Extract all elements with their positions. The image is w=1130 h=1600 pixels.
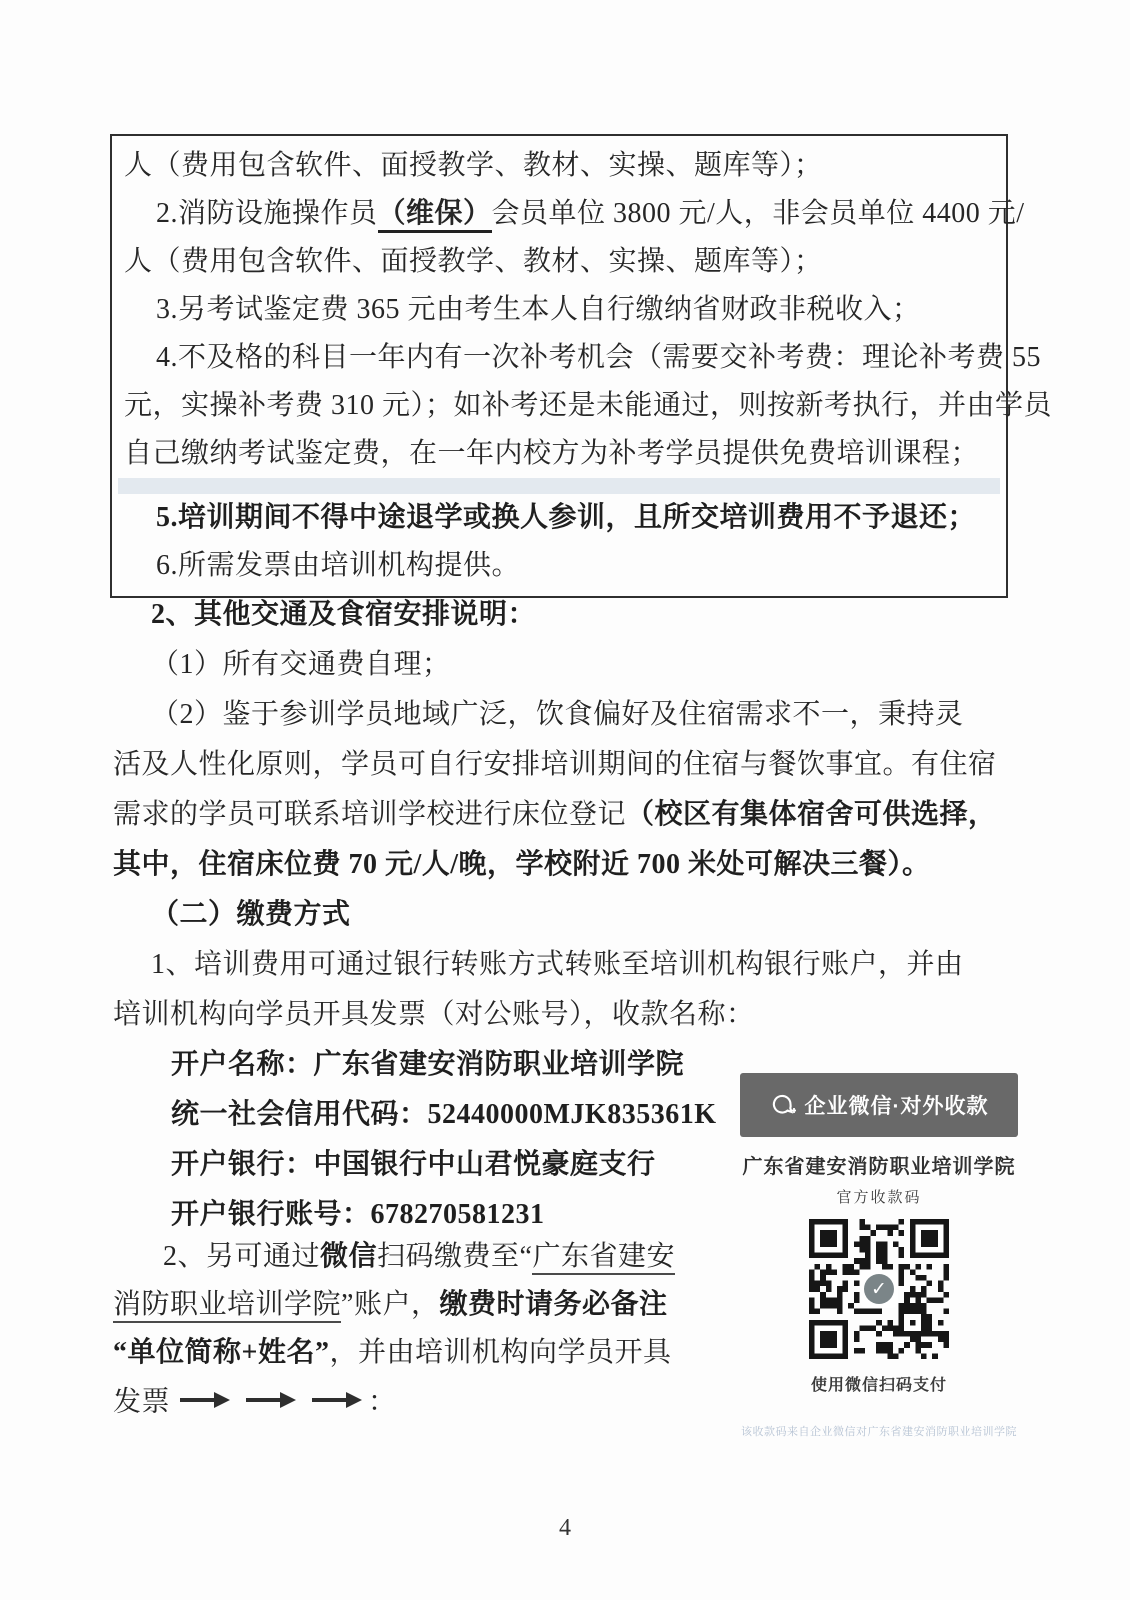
highlight-band	[118, 478, 1000, 494]
fee-line-8-no-refund: 5.培训期间不得中途退学或换人参训，且所交培训费用不予退还；	[156, 502, 977, 533]
transport-item-2-line-3	[113, 790, 1013, 840]
account-name-line: 开户名称：广东省建安消防职业培训学院	[171, 1049, 685, 1080]
trailing-colon: ：	[368, 1386, 397, 1418]
wechat-line-1-mid: 扫码缴费至“	[377, 1241, 533, 1272]
transport-section-title: 2、其他交通及食宿安排说明：	[151, 599, 537, 630]
wechat-line-3	[113, 1329, 733, 1377]
dorm-note-bold: （校区有集体宿舍可供选择，	[626, 799, 997, 830]
fee-line-2-post: 会员单位 3800 元/人，非会员单位 4400 元/	[491, 198, 1025, 229]
qr-payment-panel	[740, 1073, 1018, 1439]
credit-code-line: 统一社会信用代码：52440000MJK835361K	[171, 1099, 717, 1130]
qr-caption: 使用微信扫码支付	[810, 1377, 947, 1394]
fee-notice-box	[110, 134, 1053, 598]
payment-section-title: （二）缴费方式	[151, 899, 351, 930]
right-arrow-icon	[310, 1377, 362, 1425]
fee-line-2	[124, 190, 1025, 238]
wecom-logo-icon	[770, 1092, 796, 1118]
wechat-line-1-pre: 2、另可通过	[163, 1241, 321, 1272]
wecom-banner	[740, 1073, 1018, 1137]
fee-line-2-pre: 2.消防设施操作员	[156, 198, 378, 229]
transport-item-2-line-3-normal: 需求的学员可联系培训学校进行床位登记	[113, 799, 627, 830]
qr-code	[809, 1219, 949, 1359]
wechat-bold: 微信	[320, 1241, 378, 1272]
payment-item-1-line-1: 1、培训费用可通过银行转账方式转账至培训机构银行账户，并由	[151, 949, 964, 980]
qr-org-name: 广东省建安消防职业培训学院	[742, 1156, 1016, 1178]
org-name-underlined-2: 消防职业培训学院	[113, 1289, 341, 1323]
wechat-paragraph	[113, 1233, 733, 1425]
wechat-line-3-post: ，并由培训机构向学员开具	[329, 1337, 672, 1368]
bank-account-line: 开户银行账号：678270581231	[171, 1199, 545, 1230]
remark-notice-bold-2: “单位简称+姓名”	[113, 1337, 330, 1368]
weibao-emphasis: （维保）	[378, 198, 492, 233]
wechat-pay-icon: ✓	[860, 1270, 898, 1308]
fee-line-9-invoice: 6.所需发票由培训机构提供。	[156, 550, 521, 581]
transport-item-1: （1）所有交通费自理；	[151, 649, 451, 680]
fee-line-4: 3.另考试鉴定费 365 元由考生本人自行缴纳省财政非税收入；	[156, 294, 921, 325]
wechat-line-2	[113, 1281, 733, 1329]
payment-item-1-line-2: 培训机构向学员开具发票（对公账号），收款名称：	[113, 999, 755, 1030]
fee-line-6: 元，实操补考费 310 元）；如补考还是未能通过，则按新考执行，并由学员	[124, 390, 1053, 421]
org-name-underlined-1: 广东省建安	[532, 1241, 675, 1275]
fee-line-1: 人（费用包含软件、面授教学、教材、实操、题库等）；	[124, 150, 823, 181]
page-number: 4	[559, 1515, 571, 1541]
wechat-line-2-mid: ”账户，	[341, 1289, 440, 1320]
invoice-word: 发票	[113, 1386, 171, 1418]
qr-footnote: 该收款码来自企业微信对广东省建安消防职业培训学院	[741, 1426, 1017, 1438]
bank-branch-line: 开户银行：中国银行中山君悦豪庭支行	[171, 1149, 656, 1180]
right-arrow-icon	[244, 1377, 296, 1425]
fee-line-3: 人（费用包含软件、面授教学、教材、实操、题库等）；	[124, 246, 823, 277]
wecom-banner-label: 企业微信·对外收款	[804, 1095, 989, 1118]
transport-item-2-line-1: （2）鉴于参训学员地域广泛，饮食偏好及住宿需求不一，秉持灵	[151, 699, 964, 730]
wechat-line-1	[113, 1233, 733, 1281]
fee-line-7: 自己缴纳考试鉴定费，在一年内校方为补考学员提供免费培训课程；	[124, 438, 980, 469]
transport-item-2-line-2: 活及人性化原则，学员可自行安排培训期间的住宿与餐饮事宜。有住宿	[113, 749, 997, 780]
wechat-line-4	[113, 1377, 733, 1425]
remark-notice-bold-1: 缴费时请务必备注	[439, 1289, 668, 1320]
right-arrow-icon	[178, 1377, 230, 1425]
fee-line-5: 4.不及格的科目一年内有一次补考机会（需要交补考费：理论补考费 55	[156, 342, 1042, 373]
qr-subtitle: 官方收款码	[836, 1189, 922, 1206]
transport-item-2-line-4: 其中，住宿床位费 70 元/人/晚，学校附近 700 米处可解决三餐）。	[113, 849, 931, 880]
